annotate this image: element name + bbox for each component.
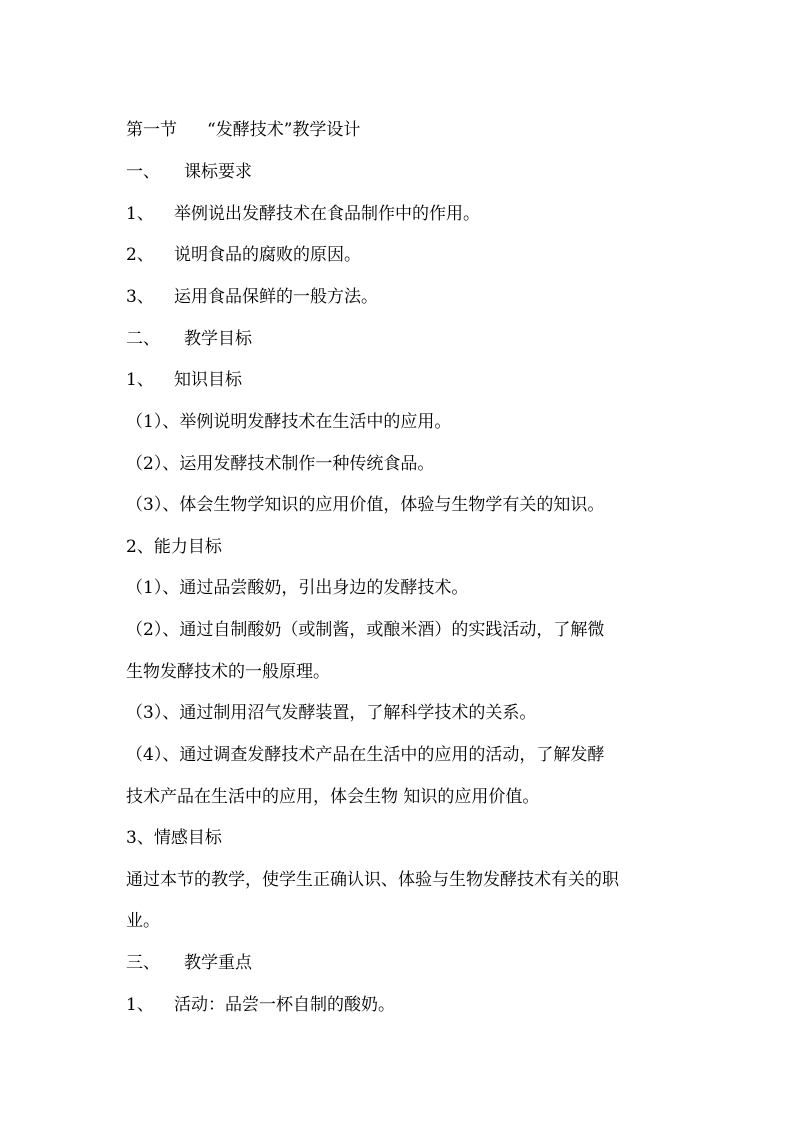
item-text: 运用食品保鲜的一般方法。: [174, 287, 378, 307]
item-number: 1、: [126, 995, 154, 1015]
heading-course-standard: [126, 161, 686, 183]
subheading-emotion-goals: 3、情感目标: [126, 828, 222, 848]
knowledge-item: （2）、运用发酵技术制作一种传统食品。: [126, 454, 435, 474]
item-text: 说明食品的腐败的原因。: [174, 245, 361, 265]
heading-text: 课标要求: [184, 162, 252, 182]
subheading-ability-goals: 2、能力目标: [126, 537, 222, 557]
item-text: 知识目标: [174, 370, 242, 390]
ability-item: （4）、通过调查发酵技术产品在生活中的应用的活动，了解发酵: [126, 745, 605, 765]
ability-item-continuation: 生物发酵技术的一般原理。: [126, 662, 330, 682]
heading-text: 教学目标: [184, 329, 252, 349]
ability-item: （1）、通过品尝酸奶，引出身边的发酵技术。: [126, 578, 469, 598]
emotion-paragraph-line: 业。: [126, 911, 160, 931]
title-name: “发酵技术”教学设计: [207, 120, 361, 140]
heading-teaching-goals: [126, 328, 686, 350]
knowledge-item: （1）、举例说明发酵技术在生活中的应用。: [126, 412, 452, 432]
heading-number: 二、: [126, 329, 160, 349]
heading-teaching-focus: [126, 952, 686, 974]
list-item: [126, 994, 686, 1016]
subheading-knowledge-goals: [126, 369, 686, 391]
heading-number: 三、: [126, 953, 160, 973]
list-item: [126, 244, 686, 266]
list-item: [126, 203, 686, 225]
emotion-paragraph-line: 通过本节的教学，使学生正确认识、体验与生物发酵技术有关的职: [126, 870, 619, 890]
item-number: 2、: [126, 245, 154, 265]
item-text: 举例说出发酵技术在食品制作中的作用。: [174, 204, 480, 224]
ability-item-continuation: 技术产品在生活中的应用，体会生物 知识的应用价值。: [126, 787, 540, 807]
title-section: 第一节: [126, 120, 177, 140]
knowledge-item: （3）、体会生物学知识的应用价值，体验与生物学有关的知识。: [126, 495, 605, 515]
list-item: [126, 286, 686, 308]
heading-text: 教学重点: [184, 953, 252, 973]
item-number: 1、: [126, 204, 154, 224]
ability-item: （2）、通过自制酸奶（或制酱，或酿米酒）的实践活动，了解微: [126, 620, 605, 640]
item-number: 1、: [126, 370, 154, 390]
heading-number: 一、: [126, 162, 160, 182]
item-text: 活动：品尝一杯自制的酸奶。: [174, 995, 395, 1015]
ability-item: （3）、通过制用沼气发酵装置，了解科学技术的关系。: [126, 703, 537, 723]
document-title: [126, 119, 686, 141]
item-number: 3、: [126, 287, 154, 307]
